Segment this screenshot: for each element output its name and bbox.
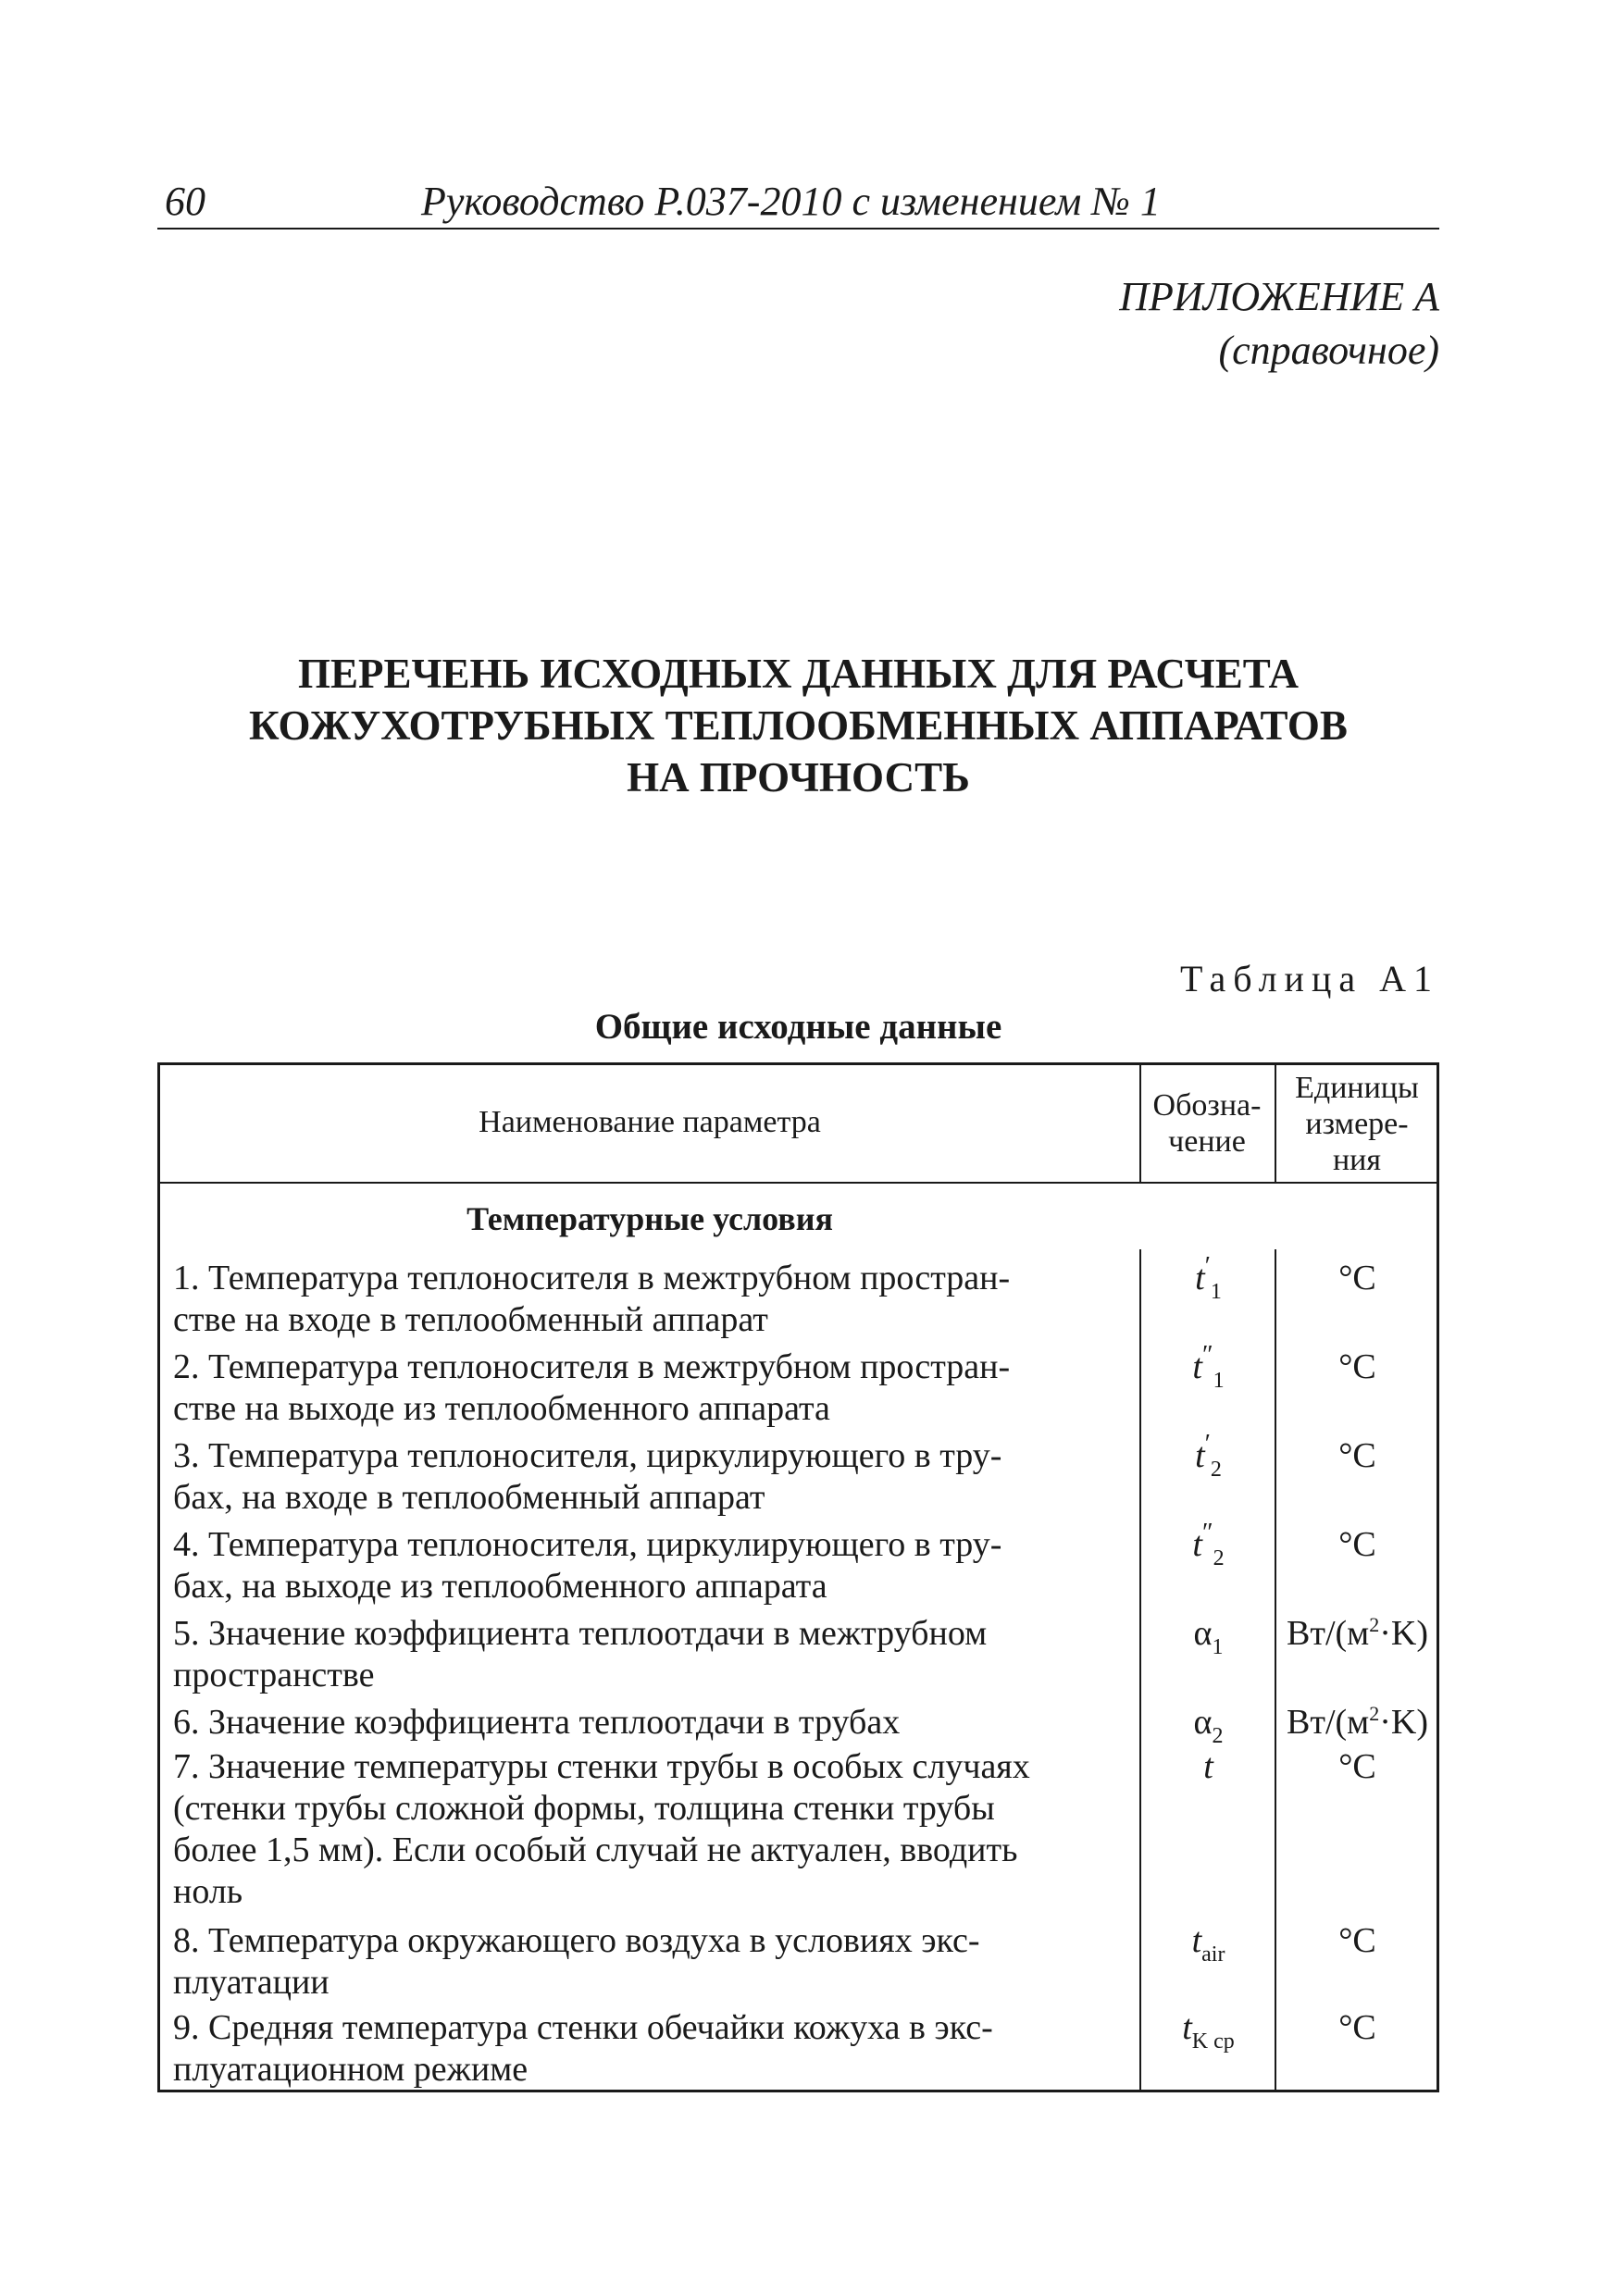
page-number: 60 [165,179,205,224]
header-symbol: Обозна- чение [1152,1088,1262,1159]
param-symbol: $\alpha_2$ [1193,1703,1224,1748]
param-symbol: $\alpha_1$ [1193,1614,1224,1659]
param-unit: °C [1338,1436,1376,1475]
param-name: 1. Температура теплоносителя в межтрубном простран- стве на входе в теплообменный аппарат [173,1259,1011,1339]
running-title: Руководство Р.037-2010 с изменением № 1 [421,179,1161,224]
param-name: 5. Значение коэффициента теплоотдачи в межтрубном пространстве [173,1614,988,1694]
param-unit: $Вт/(м^2\cdot K)$ [1287,1702,1428,1742]
param-name: 4. Температура теплоносителя, циркулирующего в тру- бах, на выходе из теплообменного аппарата [173,1525,1002,1606]
title-line-1: ПЕРЕЧЕНЬ ИСХОДНЫХ ДАННЫХ ДЛЯ РАСЧЕТА [297,651,1300,697]
param-unit: °C [1338,1347,1376,1386]
param-symbol: $t'_1$ [1195,1252,1222,1304]
param-unit: °C [1338,1259,1376,1297]
document-title [157,648,1439,803]
table-label: Таблица А1 [1180,958,1439,999]
param-unit: °C [1338,2008,1376,2047]
parameters-table [157,1062,1439,2092]
param-symbol: t [1203,1747,1213,1786]
appendix-note: (справочное) [1218,328,1439,373]
title-line-2: КОЖУХОТРУБНЫХ ТЕПЛООБМЕННЫХ АППАРАТОВ [249,702,1348,749]
param-symbol: $t''_1$ [1192,1341,1225,1393]
section-heading: Температурные условия [466,1200,833,1237]
param-name: 2. Температура теплоносителя в межтрубном простран- стве на выходе из теплообменного аппарата [173,1347,1011,1428]
param-unit: $Вт/(м^2\cdot K)$ [1287,1613,1428,1653]
header-units: Единицы измере- ния [1295,1071,1419,1177]
param-name: 9. Средняя температура стенки обечайки кожуха в экс- плуатационном режиме [173,2008,993,2089]
header-rule [160,1182,1437,1184]
appendix-heading [1119,270,1439,378]
title-line-3: НА ПРОЧНОСТЬ [627,754,970,800]
param-symbol: $t'_2$ [1195,1430,1222,1482]
appendix-title: ПРИЛОЖЕНИЕ А [1119,274,1439,319]
param-name: 3. Температура теплоносителя, циркулирующего в тру- бах, на входе в теплообменный аппарат [173,1436,1002,1517]
param-unit: °C [1338,1921,1376,1960]
header-name: Наименование параметра [479,1105,821,1139]
param-unit: °C [1338,1525,1376,1564]
param-symbol: $t_{air}$ [1191,1921,1225,1967]
param-name: 7. Значение температуры стенки трубы в особых случаях (стенки трубы сложной формы, толщина стенки трубы более 1,5 мм). Если особый случай не актуален, вводить ноль [173,1747,1030,1911]
param-name: 8. Температура окружающего воздуха в условиях экс- плуатации [173,1921,980,2002]
param-name: 6. Значение коэффициента теплоотдачи в трубах [173,1703,901,1742]
param-symbol: $t_{K ср}$ [1182,2008,1235,2054]
table-caption: Общие исходные данные [594,1007,1002,1047]
page-header [157,176,1439,230]
param-symbol: $t''_2$ [1192,1519,1225,1570]
param-unit: °C [1338,1747,1376,1786]
